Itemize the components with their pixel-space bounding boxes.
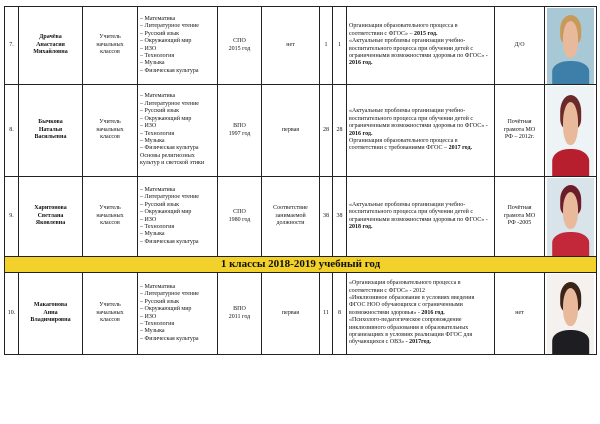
course-text: Организация образовательного процесса в соответствии с ФГОС» – (349, 23, 458, 37)
subject-line: – Русский язык (140, 30, 180, 37)
subjects-list (138, 85, 218, 177)
portrait-image (547, 86, 594, 176)
subject-line: Основы религиозных (140, 152, 195, 159)
teacher-row (5, 85, 597, 177)
training-courses (347, 273, 495, 355)
teacher-name (19, 177, 83, 257)
subject-line: – Математика (140, 15, 176, 22)
subject-line: – Музыка (140, 231, 165, 238)
teacher-photo (545, 85, 597, 177)
experience-total: 38 (320, 177, 333, 257)
course-entry (349, 108, 492, 138)
category-line: должности (276, 220, 305, 227)
subject-line: – Физическая культура (140, 67, 199, 74)
course-entry (349, 280, 492, 295)
subject-line: – ИЗО (140, 216, 157, 223)
subject-line: – ИЗО (140, 313, 157, 320)
position-line: начальных (96, 41, 124, 48)
subject-line: – Окружающий мир (140, 115, 192, 122)
course-year: 2015 год. (414, 30, 438, 37)
subject-line: – Литературное чтение (140, 23, 199, 30)
position-line: Учитель (99, 34, 121, 41)
awards (495, 85, 545, 177)
teacher-position (83, 85, 138, 177)
category-line: первая (281, 126, 300, 133)
subject-line: – Математика (140, 283, 176, 290)
subject-line: – Литературное чтение (140, 100, 199, 107)
subject-line: – Русский язык (140, 108, 180, 115)
training-courses (347, 7, 495, 85)
experience-total: 11 (320, 273, 333, 355)
portrait-image (547, 8, 594, 84)
subject-line: – Технология (140, 130, 175, 137)
section-header (5, 257, 597, 273)
subject-line: культур и светской этики (140, 160, 205, 167)
name-line: Владимировна (30, 317, 71, 324)
qualification-category (262, 177, 320, 257)
position-line: классов (100, 220, 120, 227)
subject-line: – Технология (140, 320, 175, 327)
teacher-name (19, 7, 83, 85)
course-entry (349, 317, 492, 347)
award-line: нет (515, 309, 524, 316)
course-year: 2016 год. (421, 309, 445, 316)
teacher-row (5, 7, 597, 85)
subject-line: – Музыка (140, 137, 165, 144)
subject-line: – Литературное чтение (140, 291, 199, 298)
name-line: Яковлевна (35, 220, 66, 227)
name-line: Михайловна (33, 49, 68, 56)
portrait-image (547, 178, 594, 256)
course-year: - 2017год. (405, 339, 432, 346)
name-line: Васильевна (34, 134, 67, 141)
course-text: Организация образовательного процесса в соответствии с требованиями ФГОС – (349, 137, 458, 152)
subject-line: – Математика (140, 186, 176, 193)
education-line: СПО (233, 38, 246, 45)
category-line: Соответствие (273, 205, 308, 212)
subject-line: – Физическая культура (140, 238, 199, 245)
category-line: первая (281, 309, 300, 316)
name-line: Драчёва (39, 34, 62, 41)
training-courses (347, 177, 495, 257)
course-entry (349, 23, 492, 38)
teacher-position (83, 177, 138, 257)
award-line: грамота МО (503, 212, 536, 219)
row-number: 7. (5, 7, 19, 85)
subject-line: – Литературное чтение (140, 194, 199, 201)
position-line: Учитель начальных (96, 119, 124, 133)
photo-shoulders (552, 330, 590, 354)
award-line: грамота МО (503, 126, 536, 133)
course-text: «Актуальные проблемы организации учебно-воспитательного процесса при обучении детей с ограниченными возможностями здоровья по ФГОС» - (349, 38, 488, 59)
subjects-list (138, 273, 218, 355)
course-entry (349, 138, 492, 153)
education-line: 2015 год (228, 45, 251, 52)
training-courses (347, 85, 495, 177)
course-text: «Организация образовательного процесса в соответствии с ФГОС» - 2012 (349, 280, 461, 294)
experience-pedagogical: 1 (333, 7, 347, 85)
award-line: РФ – 2012г. (504, 134, 535, 141)
photo-shoulders (552, 232, 590, 255)
subject-line: – ИЗО (140, 123, 157, 130)
row-number: 10. (5, 273, 19, 355)
name-line: Макагонова (33, 302, 68, 309)
course-year: 2016 год. (349, 60, 373, 67)
teacher-photo (545, 273, 597, 355)
name-line: Бычкова (38, 119, 63, 126)
teacher-photo (545, 177, 597, 257)
position-line: классов (100, 317, 120, 324)
teacher-name (19, 85, 83, 177)
subject-line: – Окружающий мир (140, 209, 192, 216)
photo-shoulders (552, 61, 590, 84)
teacher-row (5, 177, 597, 257)
teacher-position (83, 7, 138, 85)
position-line: Учитель начальных (96, 205, 124, 219)
course-text: «Актуальные проблемы организации учебно-воспитательного процесса при обучении детей с ограниченными возможностями здоровья по ФГОС» - (349, 108, 488, 130)
qualification-category (262, 85, 320, 177)
photo-face (563, 102, 579, 145)
staff-table (4, 6, 597, 355)
education (218, 85, 262, 177)
photo-face (563, 21, 579, 57)
row-number: 9. (5, 177, 19, 257)
course-year: 2017 год. (448, 145, 472, 152)
teacher-row (5, 273, 597, 355)
name-line: Анастасия (36, 41, 65, 48)
photo-shoulders (552, 149, 590, 176)
subject-line: – Физическая культура (140, 335, 199, 342)
award-line: Д/О (514, 41, 525, 48)
teacher-photo (545, 7, 597, 85)
subject-line: – Музыка (140, 60, 165, 67)
position-line: Учитель начальных (96, 302, 124, 316)
subject-line: – Русский язык (140, 298, 180, 305)
education (218, 7, 262, 85)
subject-line: – Музыка (140, 328, 165, 335)
section-title: 1 классы 2018-2019 учебный год (5, 257, 597, 273)
subject-line: – Технология (140, 223, 175, 230)
qualification-category (262, 7, 320, 85)
education-line: 2011 год (228, 313, 251, 320)
subject-line: – Русский язык (140, 201, 180, 208)
education-line: ВПО (233, 123, 246, 130)
awards (495, 177, 545, 257)
teacher-name (19, 273, 83, 355)
education (218, 177, 262, 257)
experience-total: 1 (320, 7, 333, 85)
course-entry (349, 38, 492, 68)
experience-total: 28 (320, 85, 333, 177)
course-entry (349, 202, 492, 232)
name-line: Наталья (38, 126, 63, 133)
subject-line: – Окружающий мир (140, 306, 192, 313)
experience-pedagogical: 38 (333, 177, 347, 257)
education-line: 1997 год (228, 130, 251, 137)
education-line: ВПО (233, 306, 246, 313)
experience-pedagogical: 28 (333, 85, 347, 177)
teacher-position (83, 273, 138, 355)
education-line: 1980 год (228, 216, 251, 223)
education-line: СПО (233, 209, 246, 216)
name-line: Светлана (37, 212, 64, 219)
photo-face (563, 288, 579, 326)
award-line: Почётная (507, 119, 532, 126)
experience-pedagogical: 8 (333, 273, 347, 355)
subject-line: – Математика (140, 93, 176, 100)
name-line: Харитонова (34, 205, 67, 212)
course-year: 2016 год. (349, 130, 373, 137)
category-line: нет (286, 41, 295, 48)
subject-line: – Физическая культура (140, 145, 199, 152)
awards (495, 273, 545, 355)
position-line: классов (100, 134, 120, 141)
course-text: «Актуальные проблемы организации учебно-воспитательного процесса при обучении детей с ограниченными возможностями здоровья по ФГОС» - (349, 201, 488, 223)
subject-line: – Технология (140, 52, 175, 59)
subjects-list (138, 177, 218, 257)
subjects-list (138, 7, 218, 85)
category-line: занимаемой (275, 212, 306, 219)
course-text: «Инклюзивное образование в условиях введения ФГОС НОО обучающихся с ограниченными возможностями здоровья» - (349, 294, 475, 316)
award-line: РФ -2005 (507, 220, 532, 227)
subject-line: – Окружающий мир (140, 38, 192, 45)
course-text: «Психолого-педагогическое сопровождение инклюзивного образования в образовательных организациях в условиях реализации ФГОС для обучающихся с ОВЗ» (349, 317, 473, 346)
position-line: классов (100, 49, 120, 56)
photo-face (563, 192, 579, 229)
education (218, 273, 262, 355)
awards (495, 7, 545, 85)
qualification-category (262, 273, 320, 355)
award-line: Почётная (507, 205, 532, 212)
course-entry (349, 295, 492, 317)
row-number: 8. (5, 85, 19, 177)
name-line: Анна (43, 309, 58, 316)
course-year: 2018 год. (349, 223, 373, 230)
portrait-image (547, 274, 594, 354)
subject-line: – ИЗО (140, 45, 157, 52)
